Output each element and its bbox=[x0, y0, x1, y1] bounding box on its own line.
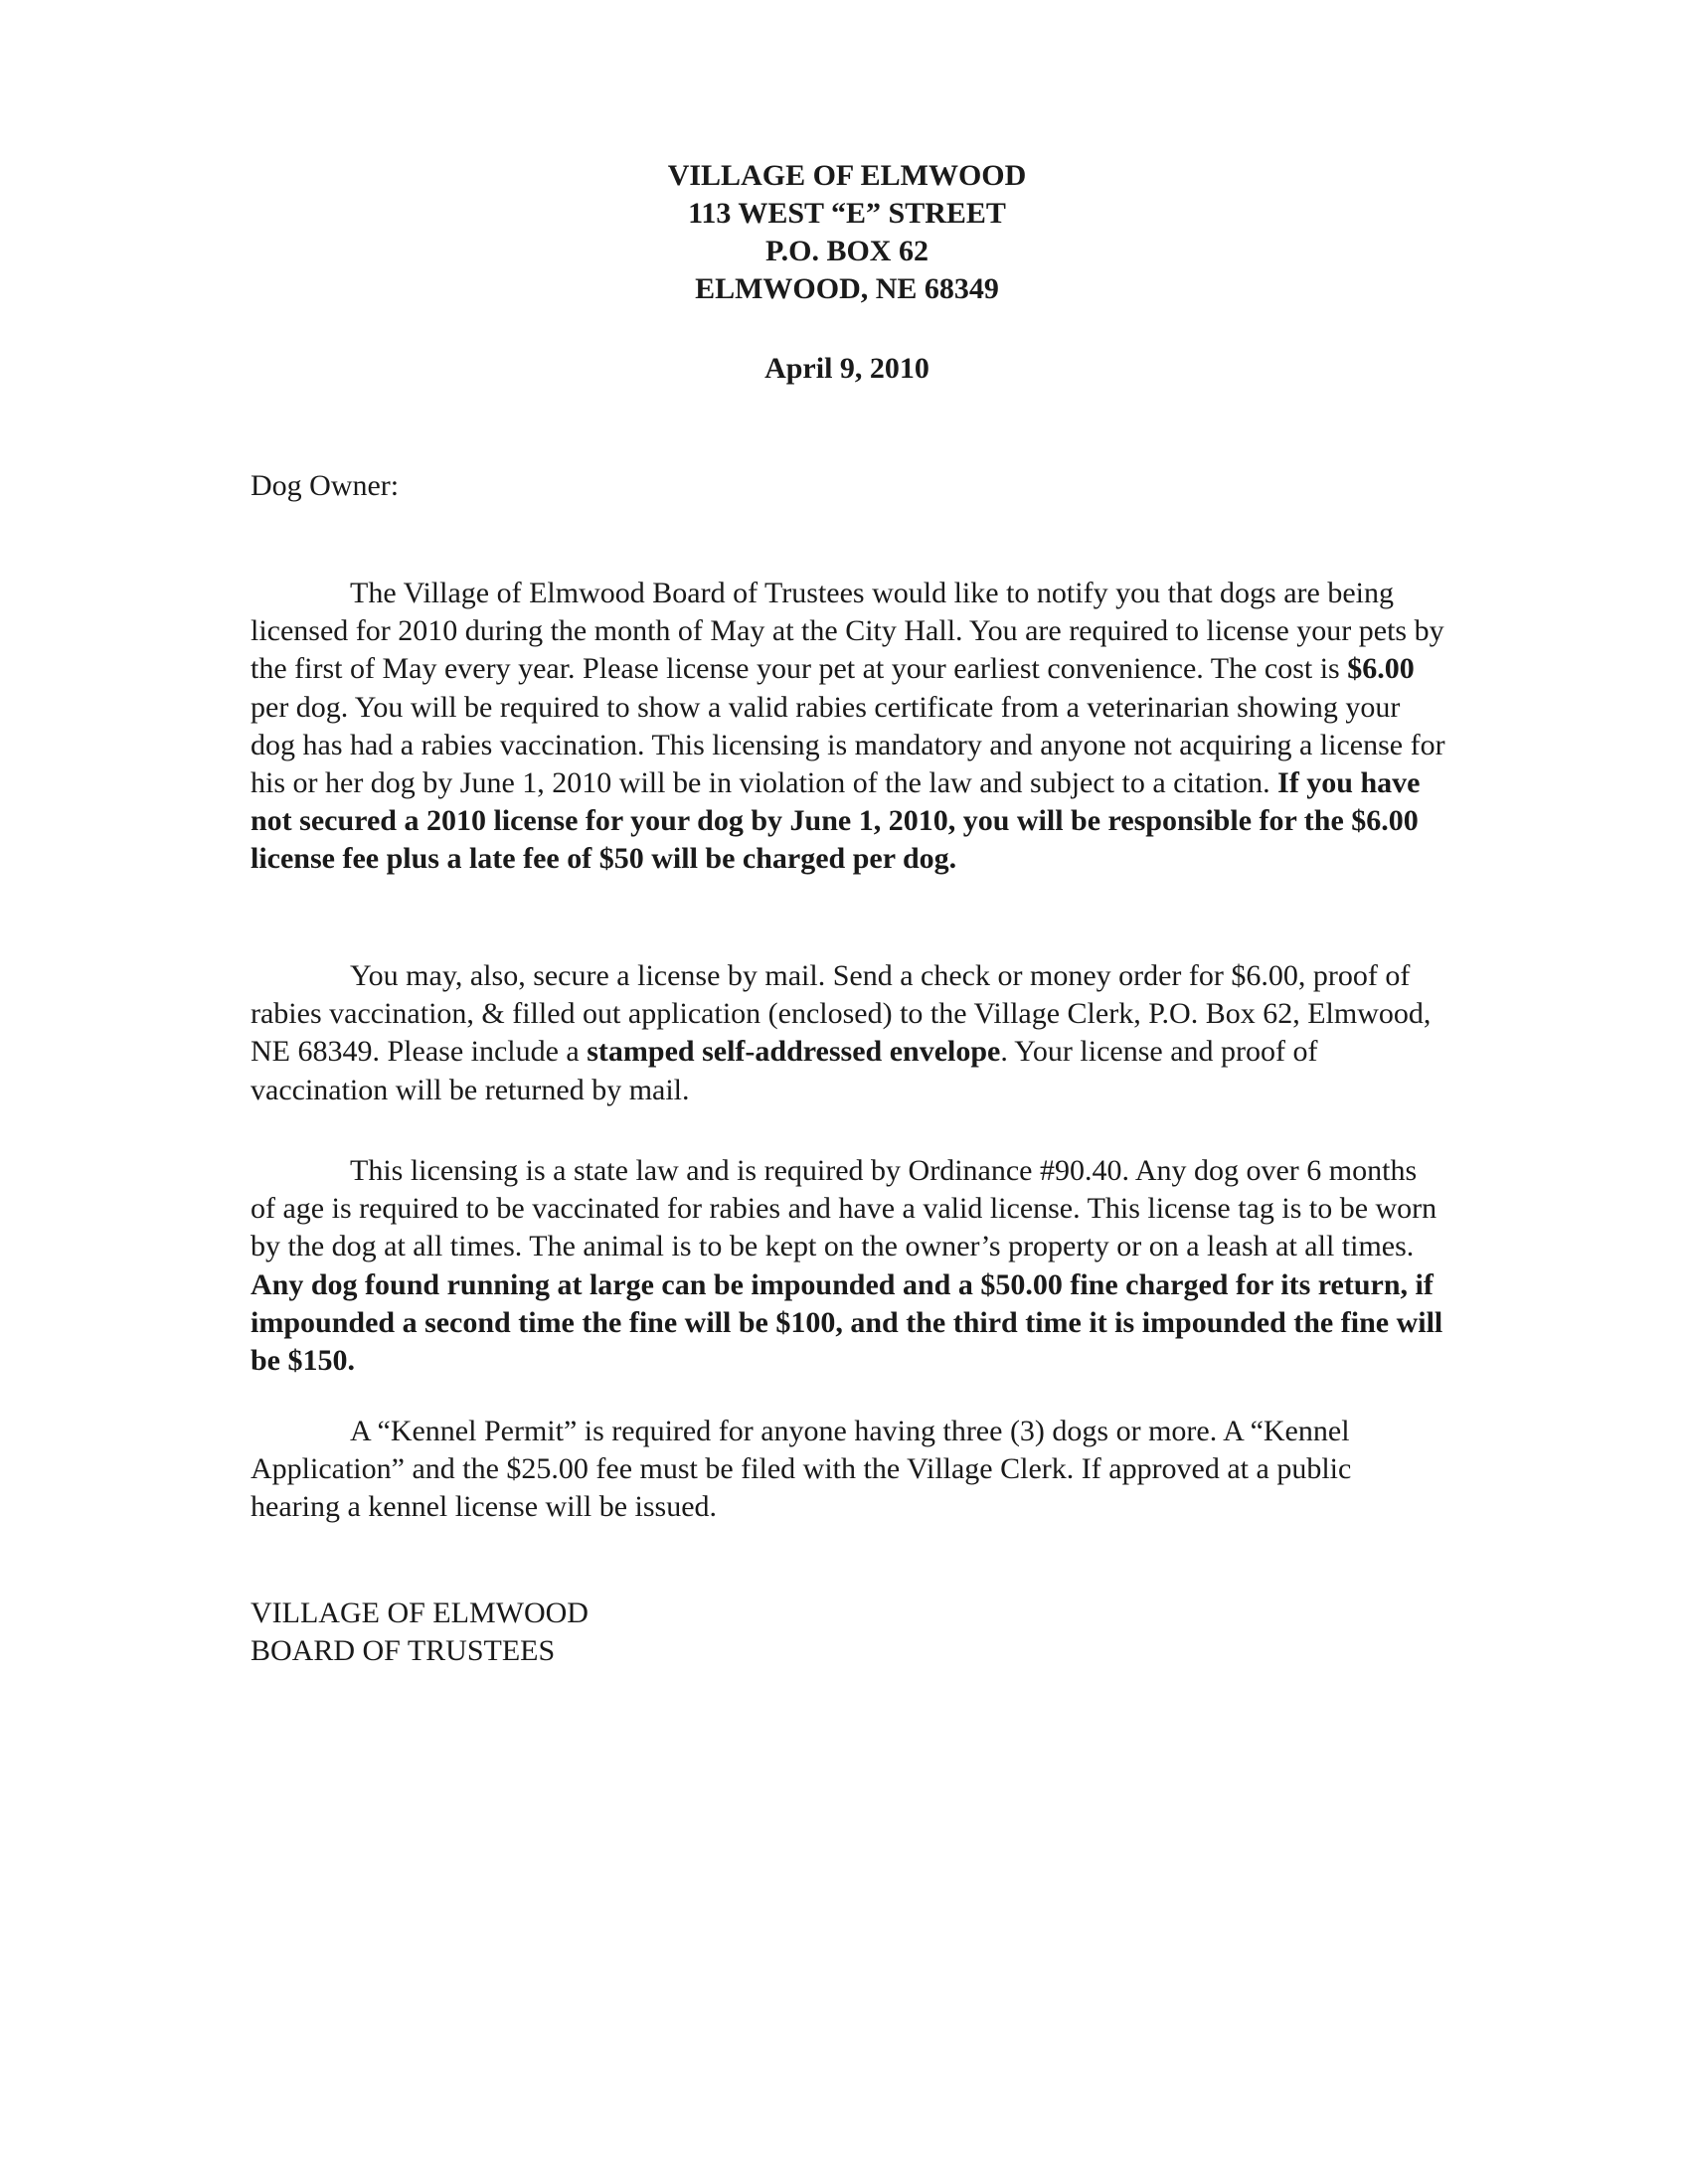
p1-text-c: per dog. You will be required to show a valid rabies certificate from a veterinarian showing your dog has had a rabies vaccination. This licensing is mandatory and anyone not acquiring a license for his or her dog by June 1, 2010 will be in violation of the law and subject to a citation. bbox=[251, 690, 1445, 800]
salutation: Dog Owner: bbox=[251, 469, 400, 502]
paragraph-ordinance bbox=[251, 1152, 1447, 1380]
letter-date: April 9, 2010 bbox=[764, 352, 929, 385]
letterhead-name: VILLAGE OF ELMWOOD bbox=[667, 159, 1027, 192]
p1-late-fee-warning: If you have not secured a 2010 license for your dog by June 1, 2010, you will be responsible for the $6.00 license fee plus a late fee of $50 will be charged per dog. bbox=[251, 766, 1421, 876]
p3-text-a: This licensing is a state law and is required by Ordinance #90.40. Any dog over 6 months of age is required to be vaccinated for rabies and have a valid license. This license tag is to be worn by the dog at all times. The animal is to be kept on the owner’s property or on a leash at all times. bbox=[251, 1154, 1437, 1263]
p1-text-a: The Village of Elmwood Board of Trustees would like to notify you that dogs are being licensed for 2010 during the month of May at the City Hall. You are required to license your pets by the first of May every year. Please license your pet at your earliest convenience. The cost is bbox=[251, 577, 1444, 686]
p2-envelope-bold: stamped self-addressed envelope bbox=[587, 1035, 1001, 1069]
p2-text-c: . Your license and proof of vaccination will be returned by mail. bbox=[251, 1035, 1318, 1106]
p2-text-a: You may, also, secure a license by mail. Send a check or money order for $6.00, proof of rabies vaccination, & filled out application (enclosed) to the Village Clerk, P.O. Box 62, Elmwood, NE 68349. Please include a bbox=[251, 959, 1432, 1069]
letterhead-city-state-zip: ELMWOOD, NE 68349 bbox=[695, 272, 999, 305]
signature-line-1: VILLAGE OF ELMWOOD bbox=[251, 1596, 589, 1629]
letterhead-po-box: P.O. BOX 62 bbox=[765, 235, 928, 267]
signature-line-2: BOARD OF TRUSTEES bbox=[251, 1634, 556, 1667]
signature-block bbox=[251, 1595, 589, 1670]
paragraph-license-by-mail bbox=[251, 957, 1447, 1109]
letterhead bbox=[0, 157, 1688, 308]
paragraph-licensing-notice bbox=[251, 575, 1447, 879]
p1-fee-bold: $6.00 bbox=[1347, 652, 1415, 686]
p3-impound-fines: Any dog found running at large can be impounded and a $50.00 fine charged for its return, if impounded a second time the fine will be $100, and the third time it is impounded the fine will be $150. bbox=[251, 1267, 1443, 1378]
letterhead-street: 113 WEST “E” STREET bbox=[688, 197, 1006, 230]
paragraph-kennel-permit bbox=[251, 1413, 1447, 1527]
p4-text-a: A “Kennel Permit” is required for anyone having three (3) dogs or more. A “Kennel Application” and the $25.00 fee must be filed with the Village Clerk. If approved at a public hearing a kennel license will be issued. bbox=[251, 1415, 1352, 1524]
